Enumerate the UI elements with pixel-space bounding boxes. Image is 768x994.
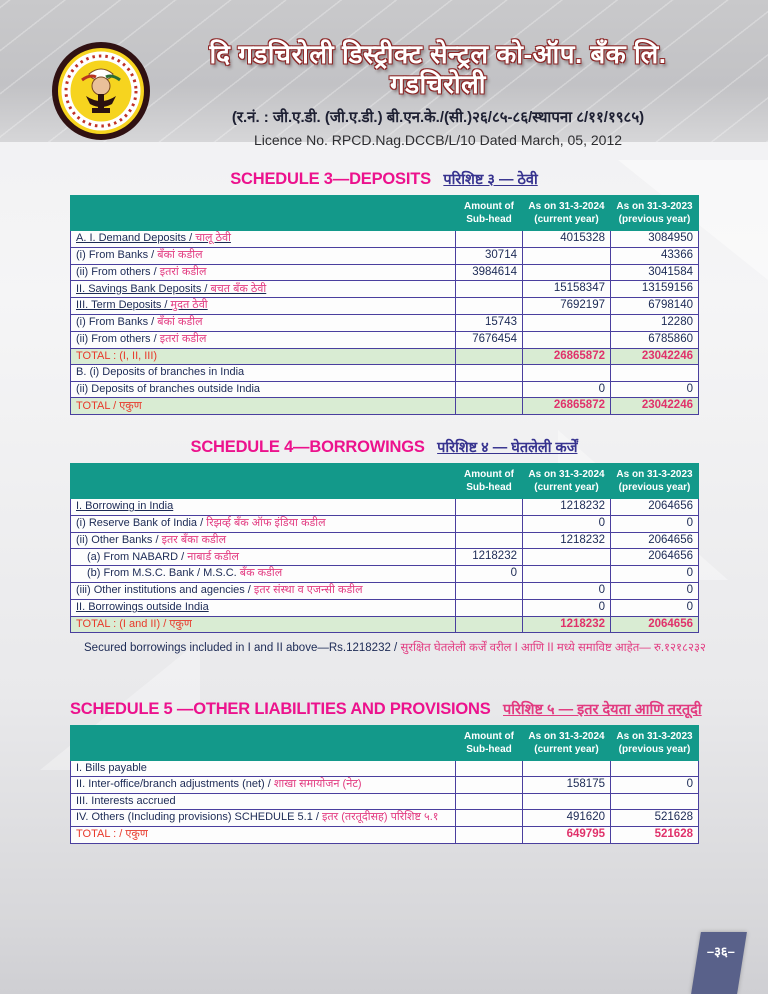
cell-subhead: 7676454 (456, 331, 523, 348)
table-row (71, 247, 699, 264)
table-row (71, 761, 699, 777)
cell-previous-year: 13159156 (611, 281, 699, 298)
table-row (71, 582, 699, 599)
table-row (71, 314, 699, 331)
cell-previous-year (611, 365, 699, 381)
table-header-row (71, 196, 699, 231)
table-row (71, 549, 699, 566)
cell-current-year (523, 793, 611, 809)
table-row (71, 566, 699, 583)
cell-subhead (456, 532, 523, 549)
schedule-title-en: SCHEDULE 4—BORROWINGS (190, 438, 425, 456)
row-label: (ii) Deposits of branches outside India (71, 381, 456, 398)
cell-previous-year: 2064656 (611, 499, 699, 516)
cell-subhead (456, 398, 523, 415)
col-previous-year: As on 31-3-2023 (previous year) (611, 196, 699, 231)
cell-subhead (456, 599, 523, 616)
cell-subhead (456, 298, 523, 315)
schedule-title (70, 170, 698, 190)
cell-previous-year: 2064656 (611, 532, 699, 549)
schedule-title-mr: परिशिष्ट ४ — घेतलेली कर्जें (437, 440, 578, 456)
col-current-year: As on 31-3-2024 (current year) (523, 464, 611, 499)
table-row (71, 777, 699, 794)
cell-subhead (456, 515, 523, 532)
col-previous-year: As on 31-3-2023 (previous year) (611, 464, 699, 499)
registration-line: (र.नं. : जी.ए.डी. (जी.ए.डी.) बी.एन.के./(सी.)२६/८५-८६/स्थापना ८/११/१९८५) (231, 108, 645, 126)
schedule-title-en: SCHEDULE 3—DEPOSITS (230, 170, 431, 188)
cell-subhead: 1218232 (456, 549, 523, 566)
cell-current-year: 1218232 (523, 499, 611, 516)
cell-current-year: 158175 (523, 777, 611, 794)
cell-previous-year: 3084950 (611, 231, 699, 248)
total-row (71, 616, 699, 633)
row-label: TOTAL / एकुण (71, 398, 456, 415)
cell-subhead: 15743 (456, 314, 523, 331)
row-label: I. Bills payable (71, 761, 456, 777)
secured-borrowings-note (70, 640, 706, 655)
page-number-band (691, 932, 747, 994)
borrowings-table (70, 463, 699, 633)
cell-current-year (523, 365, 611, 381)
cell-current-year (523, 264, 611, 281)
col-subhead: Amount of Sub-head (456, 464, 523, 499)
cell-current-year: 26865872 (523, 348, 611, 365)
row-label: II. Borrowings outside India (71, 599, 456, 616)
col-current-year: As on 31-3-2024 (current year) (523, 196, 611, 231)
cell-subhead (456, 777, 523, 794)
schedule-4-section (70, 438, 706, 655)
col-subhead: Amount of Sub-head (456, 196, 523, 231)
schedule-5-section (70, 700, 702, 844)
row-label: (a) From NABARD / नाबार्ड कडील (71, 549, 456, 566)
cell-current-year: 1218232 (523, 532, 611, 549)
row-label: (iii) Other institutions and agencies / इतर संस्था व एजन्सी कडील (71, 582, 456, 599)
row-label: II. Savings Bank Deposits / बचत बँक ठेवी (71, 281, 456, 298)
cell-subhead (456, 365, 523, 381)
table-row (71, 515, 699, 532)
row-label: (i) From Banks / बँकां कडील (71, 247, 456, 264)
cell-previous-year: 521628 (611, 810, 699, 827)
cell-previous-year: 0 (611, 777, 699, 794)
row-label: TOTAL : / एकुण (71, 826, 456, 843)
cell-current-year: 0 (523, 381, 611, 398)
cell-current-year: 0 (523, 515, 611, 532)
table-row (71, 499, 699, 516)
cell-current-year: 0 (523, 599, 611, 616)
other-liabilities-table (70, 725, 699, 844)
cell-subhead (456, 348, 523, 365)
cell-current-year: 4015328 (523, 231, 611, 248)
cell-subhead (456, 810, 523, 827)
cell-subhead (456, 582, 523, 599)
cell-current-year: 15158347 (523, 281, 611, 298)
cell-previous-year (611, 761, 699, 777)
schedule-title-mr: परिशिष्ट ३ — ठेवी (443, 172, 538, 188)
row-label: TOTAL : (I, II, III) (71, 348, 456, 365)
col-current-year: As on 31-3-2024 (current year) (523, 726, 611, 761)
cell-previous-year (611, 793, 699, 809)
row-label: (ii) From others / इतरां कडील (71, 264, 456, 281)
table-row (71, 365, 699, 381)
row-label: (i) Reserve Bank of India / रिझर्व्ह बँक ऑफ इंडिया कडील (71, 515, 456, 532)
cell-previous-year: 2064656 (611, 549, 699, 566)
cell-previous-year: 3041584 (611, 264, 699, 281)
masthead (0, 0, 768, 148)
cell-subhead (456, 616, 523, 633)
cell-subhead: 0 (456, 566, 523, 583)
cell-current-year (523, 549, 611, 566)
cell-current-year (523, 331, 611, 348)
table-row (71, 331, 699, 348)
cell-current-year (523, 247, 611, 264)
col-particulars (71, 196, 456, 231)
cell-subhead: 30714 (456, 247, 523, 264)
cell-previous-year: 23042246 (611, 348, 699, 365)
cell-subhead (456, 381, 523, 398)
table-row (71, 599, 699, 616)
cell-subhead (456, 793, 523, 809)
col-previous-year: As on 31-3-2023 (previous year) (611, 726, 699, 761)
schedule-title (70, 700, 702, 720)
schedule-title (70, 438, 698, 458)
cell-subhead (456, 231, 523, 248)
total-row (71, 398, 699, 415)
table-row (71, 793, 699, 809)
cell-previous-year: 0 (611, 515, 699, 532)
row-label: I. Borrowing in India (71, 499, 456, 516)
row-label: (i) From Banks / बँकां कडील (71, 314, 456, 331)
row-label: III. Interests accrued (71, 793, 456, 809)
row-label: A. I. Demand Deposits / चालू ठेवी (71, 231, 456, 248)
row-label: IV. Others (Including provisions) SCHEDULE 5.1 / इतर (तरतूदीसह) परिशिष्ट ५.१ (71, 810, 456, 827)
cell-subhead (456, 281, 523, 298)
col-particulars (71, 726, 456, 761)
cell-previous-year: 6798140 (611, 298, 699, 315)
cell-previous-year: 43366 (611, 247, 699, 264)
col-particulars (71, 464, 456, 499)
cell-previous-year: 521628 (611, 826, 699, 843)
deposits-table (70, 195, 699, 415)
bank-name: दि गडचिरोली डिस्ट्रीक्ट सेन्ट्रल को-ऑप. बँक लि. गडचिरोली (209, 39, 667, 99)
cell-subhead (456, 826, 523, 843)
cell-current-year: 1218232 (523, 616, 611, 633)
row-label: II. Inter-office/branch adjustments (net) / शाखा समायोजन (नेट) (71, 777, 456, 794)
cell-previous-year: 0 (611, 566, 699, 583)
header-text (158, 40, 718, 148)
cell-current-year: 491620 (523, 810, 611, 827)
table-row (71, 298, 699, 315)
cell-previous-year: 0 (611, 381, 699, 398)
cell-previous-year: 2064656 (611, 616, 699, 633)
table-row (71, 281, 699, 298)
table-header-row (71, 464, 699, 499)
note-text-mr: सुरक्षित घेतलेली कर्जें वरील I आणि II मध्ये समाविष्ट आहेत— रु.१२१८२३२ (400, 642, 706, 655)
schedule-3-section (70, 170, 698, 415)
bank-emblem-icon (52, 42, 150, 140)
cell-previous-year: 6785860 (611, 331, 699, 348)
total-row (71, 348, 699, 365)
cell-subhead: 3984614 (456, 264, 523, 281)
table-row (71, 231, 699, 248)
cell-current-year: 0 (523, 582, 611, 599)
table-row (71, 810, 699, 827)
schedule-title-mr: परिशिष्ट ५ — इतर देयता आणि तरतूदी (503, 702, 702, 718)
cell-current-year: 7692197 (523, 298, 611, 315)
cell-subhead (456, 761, 523, 777)
table-row (71, 264, 699, 281)
cell-subhead (456, 499, 523, 516)
bank-logo (52, 42, 150, 140)
table-row (71, 532, 699, 549)
table-header-row (71, 726, 699, 761)
total-row (71, 826, 699, 843)
row-label: (ii) Other Banks / इतर बँका कडील (71, 532, 456, 549)
cell-current-year (523, 566, 611, 583)
cell-previous-year: 23042246 (611, 398, 699, 415)
row-label: TOTAL : (I and II) / एकुण (71, 616, 456, 633)
cell-previous-year: 12280 (611, 314, 699, 331)
cell-previous-year: 0 (611, 582, 699, 599)
cell-current-year (523, 314, 611, 331)
cell-previous-year: 0 (611, 599, 699, 616)
table-row (71, 381, 699, 398)
row-label: B. (i) Deposits of branches in India (71, 365, 456, 381)
note-text-en: Secured borrowings included in I and II above—Rs.1218232 / (84, 642, 398, 655)
cell-current-year: 26865872 (523, 398, 611, 415)
cell-current-year (523, 761, 611, 777)
col-subhead: Amount of Sub-head (456, 726, 523, 761)
row-label: (b) From M.S.C. Bank / M.S.C. बँक कडील (71, 566, 456, 583)
row-label: (ii) From others / इतरां कडील (71, 331, 456, 348)
page-number: –३६– (706, 944, 735, 959)
licence-line: Licence No. RPCD.Nag.DCCB/L/10 Dated March, 05, 2012 (253, 131, 623, 148)
schedule-title-en: SCHEDULE 5 —OTHER LIABILITIES AND PROVISIONS (70, 700, 491, 718)
cell-current-year: 649795 (523, 826, 611, 843)
row-label: III. Term Deposits / मुदत ठेवी (71, 298, 456, 315)
